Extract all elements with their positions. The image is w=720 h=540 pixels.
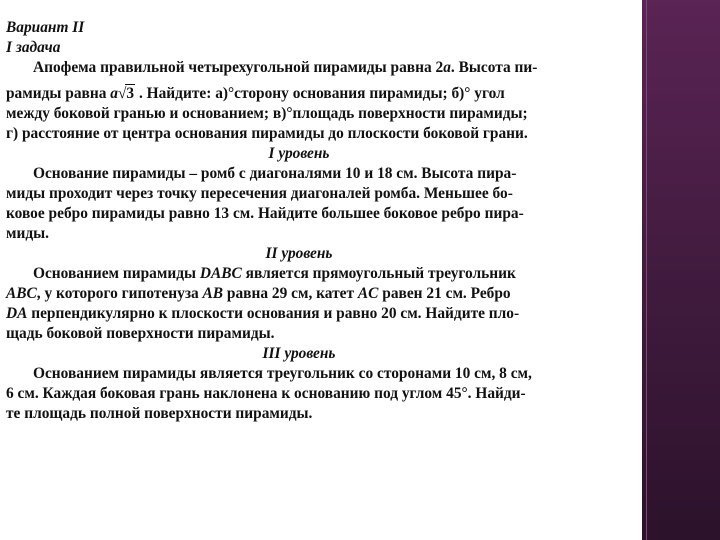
level-2-line-1 [6,264,592,284]
task-line-2-var: a [110,85,118,102]
level-2-var-abc: ABC [6,285,37,302]
level-1-line-3: ковое ребро пирамиды равно 13 см. Найдите большее боковое ребро пира- [6,205,524,222]
level-2-line-1-var: DABC [199,265,242,282]
level-3-line-3: те площадь полной поверхности пирамиды. [6,405,313,422]
level-1-line-1: Основание пирамиды – ромб с диагоналями 10 и 18 см. Высота пира- [33,165,517,182]
level-1-line-2: миды проходит через точку пересечения диагоналей ромба. Меньшее бо- [6,185,513,202]
level-1-heading: I уровень [268,145,330,162]
decorative-side-band [642,0,720,540]
sqrt-expression [118,84,135,104]
level-2-line-2 [6,284,592,304]
level-3-heading: III уровень [262,345,336,362]
task-line-1-var: a [443,59,451,76]
task-heading: I задача [6,39,61,56]
level-2-line-3-end: перпендикулярно к плоскости основания и равно 20 см. Найдите пло- [27,305,520,322]
level-2-var-ac: AC [357,285,379,302]
task-line-3: между боковой гранью и основанием; в)°площадь поверхности пирамиды; [6,105,528,122]
level-2-line-2-end: равен 21 см. Ребро [378,285,511,302]
level-2-var-da: DA [6,305,28,322]
level-2-heading: II уровень [265,245,333,262]
task-line-2 [6,84,592,104]
level-1-line-4: миды. [6,225,50,242]
task-line-1-text: Апофема правильной четырехугольной пирамиды равна 2 [33,59,444,76]
task-line-2-end: . Найдите: а)°сторону основания пирамиды; б)° угол [135,85,505,102]
level-2-line-1-end: является прямоугольный треугольник [241,265,516,282]
level-3-line-2: 6 см. Каждая боковая грань наклонена к основанию под углом 45°. Найди- [6,385,526,402]
sqrt-radicand: 3 [126,85,135,102]
variant-heading: Вариант II [6,19,85,36]
level-2-line-4: щадь боковой поверхности пирамиды. [6,325,275,342]
document-text [6,18,592,424]
level-2-line-2-mid1: , у которого гипотенуза [36,285,203,302]
level-2-var-ab: AB [202,285,224,302]
level-2-line-2-mid2: равна 29 см, катет [223,285,358,302]
level-3-line-1: Основанием пирамиды является треугольник со сторонами 10 см, 8 см, [33,365,532,382]
task-line-4: г) расстояние от центра основания пирамиды до плоскости боковой грани. [6,125,528,142]
task-line-1-end: . Высота пи- [450,59,538,76]
sqrt-sign: √ [117,85,127,102]
decorative-band-divider [646,0,647,540]
level-2-line-3 [6,304,592,324]
level-2-line-1-text: Основанием пирамиды [33,265,200,282]
task-line-2-text: рамиды равна [6,85,111,102]
task-line-1 [6,58,592,78]
